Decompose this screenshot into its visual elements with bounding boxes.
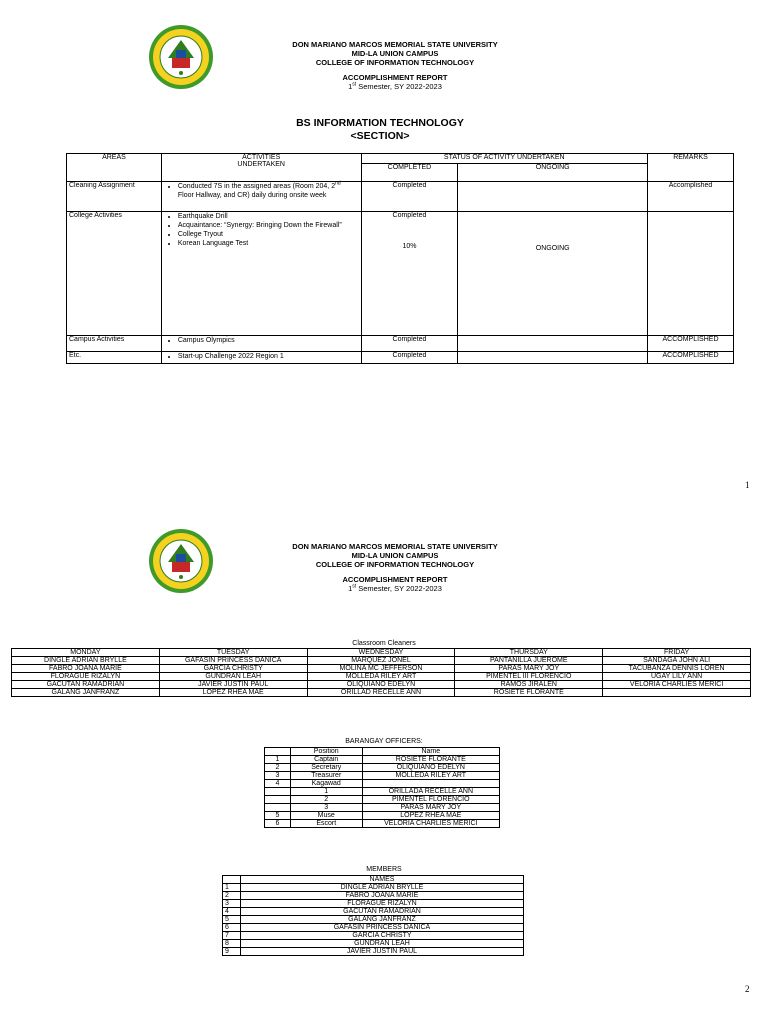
cleaner-name: PARAS MARY JOY bbox=[455, 665, 603, 673]
report-title: ACCOMPLISHMENT REPORT bbox=[342, 575, 448, 584]
table-row bbox=[12, 681, 751, 689]
table-row bbox=[223, 916, 524, 924]
members-header-row bbox=[223, 876, 524, 884]
list-item: • Korean Language Test bbox=[178, 239, 359, 248]
table-row bbox=[67, 212, 734, 336]
cleaners-caption: Classroom Cleaners bbox=[352, 640, 416, 647]
member-number: 3 bbox=[223, 900, 241, 908]
cleaner-name: RAMOS JIRALEN bbox=[455, 681, 603, 689]
list-item: • Earthquake Drill bbox=[178, 212, 359, 221]
officer-position: 3 bbox=[290, 804, 362, 812]
member-number: 7 bbox=[223, 932, 241, 940]
cleaners-header-row bbox=[12, 649, 751, 657]
officer-name: OLIQUIANO EDELYN bbox=[362, 764, 499, 772]
officer-name: MOLLEDA RILEY ART bbox=[362, 772, 499, 780]
day-header: THURSDAY bbox=[455, 649, 603, 657]
officer-name: PARAS MARY JOY bbox=[362, 804, 499, 812]
member-number: 9 bbox=[223, 948, 241, 956]
table-row bbox=[223, 908, 524, 916]
member-name: GACUTAN RAMADRIAN bbox=[240, 908, 523, 916]
member-name: GALANG JANFRANZ bbox=[240, 916, 523, 924]
cleaner-name: GALANG JANFRANZ bbox=[12, 689, 160, 697]
member-name: GAFASIN PRINCESS DANICA bbox=[240, 924, 523, 932]
ongoing-cell: ONGOING bbox=[458, 212, 648, 336]
table-row bbox=[265, 820, 500, 828]
header-areas: AREAS bbox=[67, 154, 162, 182]
officer-position: Muse bbox=[290, 812, 362, 820]
university-name: DON MARIANO MARCOS MEMORIAL STATE UNIVERSITY bbox=[292, 40, 498, 49]
officer-position: 1 bbox=[290, 788, 362, 796]
page-2 bbox=[0, 512, 768, 1024]
report-header bbox=[200, 542, 590, 593]
members-table bbox=[222, 875, 524, 956]
remarks-cell: Accomplished bbox=[648, 182, 734, 212]
officer-number: 6 bbox=[265, 820, 291, 828]
cleaner-name: LOPEZ RHEA MAE bbox=[159, 689, 307, 697]
report-title: ACCOMPLISHMENT REPORT bbox=[342, 73, 448, 82]
officer-number: 5 bbox=[265, 812, 291, 820]
cleaner-name: ROSIETE FLORANTE bbox=[455, 689, 603, 697]
officer-number: 4 bbox=[265, 780, 291, 788]
table-row bbox=[12, 665, 751, 673]
table-row bbox=[67, 336, 734, 352]
cleaner-name: FABRO JOANA MARIE bbox=[12, 665, 160, 673]
program-title bbox=[250, 117, 510, 143]
member-number: 5 bbox=[223, 916, 241, 924]
semester-line: 1st Semester, SY 2022-2023 bbox=[348, 81, 442, 91]
table-row bbox=[223, 932, 524, 940]
position-header: Position bbox=[290, 748, 362, 756]
area-cell: Etc. bbox=[67, 352, 162, 364]
cleaner-name: TACUBANZA DENNIS LOREN bbox=[603, 665, 751, 673]
day-header: FRIDAY bbox=[603, 649, 751, 657]
completed-cell: Completed bbox=[361, 182, 458, 212]
area-cell: Cleaning Assignment bbox=[67, 182, 162, 212]
cleaner-name: GARCIA CHRISTY bbox=[159, 665, 307, 673]
list-item: • Acquaintance: “Synergy: Bringing Down the Firewall” bbox=[178, 221, 359, 230]
ongoing-cell bbox=[458, 182, 648, 212]
ongoing-cell bbox=[458, 352, 648, 364]
member-name: GARCIA CHRISTY bbox=[240, 932, 523, 940]
table-row bbox=[265, 796, 500, 804]
officer-name: VELORIA CHARLIES MERICI bbox=[362, 820, 499, 828]
cleaner-name: DINGLE ADRIAN BRYLLE bbox=[12, 657, 160, 665]
cleaner-name: GAFASIN PRINCESS DANICA bbox=[159, 657, 307, 665]
college-name: COLLEGE OF INFORMATION TECHNOLOGY bbox=[315, 560, 475, 569]
university-name: DON MARIANO MARCOS MEMORIAL STATE UNIVERSITY bbox=[292, 542, 498, 551]
officers-table bbox=[264, 747, 500, 828]
activities-cell: • Campus Olympics bbox=[161, 336, 361, 352]
table-row bbox=[223, 948, 524, 956]
remarks-cell: ACCOMPLISHED bbox=[648, 352, 734, 364]
officer-number bbox=[265, 788, 291, 796]
officers-caption: BARANGAY OFFICERS: bbox=[345, 738, 423, 745]
officer-position: Secretary bbox=[290, 764, 362, 772]
college-name: COLLEGE OF INFORMATION TECHNOLOGY bbox=[315, 58, 475, 67]
cleaner-name: GACUTAN RAMADRIAN bbox=[12, 681, 160, 689]
table-row bbox=[12, 673, 751, 681]
table-row bbox=[67, 182, 734, 212]
table-row bbox=[265, 756, 500, 764]
table-row bbox=[223, 900, 524, 908]
officer-name: PIMENTEL FLORENCIO bbox=[362, 796, 499, 804]
remarks-cell: ACCOMPLISHED bbox=[648, 336, 734, 352]
cleaner-name: SANDAGA JOHN ALI bbox=[603, 657, 751, 665]
activities-cell: • Conducted 7S in the assigned areas (Room 204, 2nd Floor Hallway, and CR) daily during onsite week bbox=[161, 182, 361, 212]
cleaner-name: MOLLEDA RILEY ART bbox=[307, 673, 455, 681]
remarks-cell bbox=[648, 212, 734, 336]
member-number: 2 bbox=[223, 892, 241, 900]
header-completed: COMPLETED bbox=[361, 164, 458, 182]
semester-line: 1st Semester, SY 2022-2023 bbox=[348, 583, 442, 593]
table-row bbox=[223, 892, 524, 900]
table-row bbox=[265, 788, 500, 796]
completed-cell: Completed 10% bbox=[361, 212, 458, 336]
table-row bbox=[265, 780, 500, 788]
table-row bbox=[223, 924, 524, 932]
officer-position: Treasurer bbox=[290, 772, 362, 780]
name-header: Name bbox=[362, 748, 499, 756]
ongoing-cell bbox=[458, 336, 648, 352]
officer-position: Captain bbox=[290, 756, 362, 764]
page-1 bbox=[0, 0, 768, 500]
report-header bbox=[200, 40, 590, 91]
day-header: TUESDAY bbox=[159, 649, 307, 657]
members-caption: MEMBERS bbox=[366, 866, 402, 873]
activities-table bbox=[66, 153, 734, 364]
area-cell: College Activities bbox=[67, 212, 162, 336]
cleaner-name: GUNDRAN LEAH bbox=[159, 673, 307, 681]
officer-name: ROSIETE FLORANTE bbox=[362, 756, 499, 764]
list-item: • College Tryout bbox=[178, 230, 359, 239]
header-ongoing: ONGOING bbox=[458, 164, 648, 182]
officer-position: Escort bbox=[290, 820, 362, 828]
cleaner-name: MOLINA MC JEFFERSON bbox=[307, 665, 455, 673]
table-row bbox=[265, 812, 500, 820]
member-name: JAVIER JUSTIN PAUL bbox=[240, 948, 523, 956]
cleaner-name bbox=[603, 689, 751, 697]
day-header: WEDNESDAY bbox=[307, 649, 455, 657]
officer-number bbox=[265, 796, 291, 804]
member-name: GUNDRAN LEAH bbox=[240, 940, 523, 948]
campus-name: MID-LA UNION CAMPUS bbox=[351, 49, 439, 58]
table-row bbox=[223, 884, 524, 892]
officer-number: 2 bbox=[265, 764, 291, 772]
completed-cell: Completed bbox=[361, 352, 458, 364]
header-remarks: REMARKS bbox=[648, 154, 734, 182]
program-name: BS INFORMATION TECHNOLOGY bbox=[296, 117, 464, 129]
officer-name bbox=[362, 780, 499, 788]
officers-header-row bbox=[265, 748, 500, 756]
member-name: DINGLE ADRIAN BRYLLE bbox=[240, 884, 523, 892]
officer-name: LOPEZ RHEA MAE bbox=[362, 812, 499, 820]
page-number: 2 bbox=[745, 984, 750, 994]
cleaner-name: OLIQUIANO EDELYN bbox=[307, 681, 455, 689]
member-number: 8 bbox=[223, 940, 241, 948]
member-name: FABRO JOANA MARIE bbox=[240, 892, 523, 900]
officer-number bbox=[265, 804, 291, 812]
day-header: MONDAY bbox=[12, 649, 160, 657]
table-row bbox=[265, 804, 500, 812]
table-row bbox=[12, 689, 751, 697]
officer-position: 2 bbox=[290, 796, 362, 804]
cleaner-name: FLORAGUE RIZALYN bbox=[12, 673, 160, 681]
cleaner-name: ORILLAD RECELLE ANN bbox=[307, 689, 455, 697]
table-row bbox=[12, 657, 751, 665]
cleaner-name: MARQUEZ JONEL bbox=[307, 657, 455, 665]
cleaner-name: PIMENTEL III FLORENCIO bbox=[455, 673, 603, 681]
cleaner-name: PANTANILLA JUEROME bbox=[455, 657, 603, 665]
officer-name: ORILLADA RECELLE ANN bbox=[362, 788, 499, 796]
cleaners-table bbox=[11, 648, 751, 697]
area-cell: Campus Activities bbox=[67, 336, 162, 352]
cleaner-name: JAVIER JUSTIN PAUL bbox=[159, 681, 307, 689]
activities-cell: • Start-up Challenge 2022 Region 1 bbox=[161, 352, 361, 364]
table-row bbox=[265, 764, 500, 772]
member-number: 1 bbox=[223, 884, 241, 892]
completed-cell: Completed bbox=[361, 336, 458, 352]
member-number: 4 bbox=[223, 908, 241, 916]
names-header: NAMES bbox=[240, 876, 523, 884]
member-name: FLORAGUE RIZALYN bbox=[240, 900, 523, 908]
member-number: 6 bbox=[223, 924, 241, 932]
cleaner-name: UGAY LILY ANN bbox=[603, 673, 751, 681]
table-row bbox=[67, 352, 734, 364]
header-status: STATUS OF ACTIVITY UNDERTAKEN bbox=[361, 154, 648, 164]
table-row bbox=[265, 772, 500, 780]
page-number: 1 bbox=[745, 480, 750, 490]
officer-number: 1 bbox=[265, 756, 291, 764]
activities-cell bbox=[161, 212, 361, 336]
officer-position: Kagawad bbox=[290, 780, 362, 788]
cleaner-name: VELORIA CHARLIES MERICI bbox=[603, 681, 751, 689]
campus-name: MID-LA UNION CAMPUS bbox=[351, 551, 439, 560]
section-label: <SECTION> bbox=[350, 130, 410, 142]
header-activities: ACTIVITIES UNDERTAKEN bbox=[161, 154, 361, 182]
table-row bbox=[223, 940, 524, 948]
officer-number: 3 bbox=[265, 772, 291, 780]
